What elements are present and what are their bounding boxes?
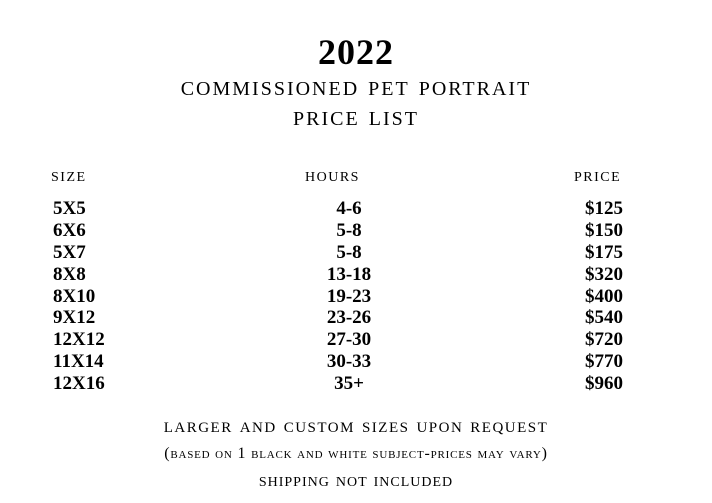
price-cell: $770 <box>585 351 623 373</box>
document-year: 2022 <box>318 32 394 72</box>
size-cell: 8X10 <box>53 285 96 307</box>
price-cell: $320 <box>585 263 623 285</box>
size-cell: 9X12 <box>53 307 96 329</box>
price-cell: $720 <box>585 329 623 351</box>
custom-sizes-note: larger and custom sizes upon request <box>163 412 549 437</box>
price-row <box>0 329 712 351</box>
hours-cell: 19-23 <box>326 285 372 307</box>
size-cell: 8X8 <box>53 263 86 285</box>
price-row <box>0 307 712 329</box>
hours-cell: 35+ <box>334 373 364 395</box>
size-cell: 12X16 <box>53 373 105 395</box>
size-cell: 5X7 <box>53 241 86 263</box>
size-cell: 12X12 <box>53 329 105 351</box>
price-row <box>0 373 712 395</box>
price-row <box>0 351 712 373</box>
price-row <box>0 286 712 308</box>
hours-cell: 27-30 <box>326 329 372 351</box>
size-cell: 11X14 <box>53 351 104 373</box>
price-cell: $150 <box>585 219 623 241</box>
price-cell: $400 <box>585 285 623 307</box>
column-header-size: size <box>51 164 87 186</box>
column-header-price: price <box>574 164 622 186</box>
price-cell: $540 <box>585 307 623 329</box>
size-cell: 6X6 <box>53 219 86 241</box>
price-cell: $175 <box>585 241 623 263</box>
hours-cell: 30-33 <box>326 351 372 373</box>
price-cell: $960 <box>585 373 623 395</box>
price-row <box>0 198 712 220</box>
hours-cell: 5-8 <box>336 241 362 263</box>
price-row <box>0 220 712 242</box>
price-row <box>0 264 712 286</box>
price-cell: $125 <box>585 198 623 219</box>
shipping-note: shipping not included <box>258 469 454 491</box>
pricing-basis-note: (based on 1 black and white subject-prices may vary) <box>164 445 548 462</box>
hours-cell: 13-18 <box>326 263 372 285</box>
document-subtitle: price list <box>293 101 419 132</box>
column-header-hours: hours <box>305 164 360 186</box>
hours-cell: 23-26 <box>326 307 372 329</box>
hours-cell: 4-6 <box>336 198 362 219</box>
price-row <box>0 242 712 264</box>
document-title: commissioned pet portrait <box>180 71 532 102</box>
price-table <box>0 198 712 395</box>
hours-cell: 5-8 <box>336 219 362 241</box>
size-cell: 5X5 <box>53 198 86 219</box>
